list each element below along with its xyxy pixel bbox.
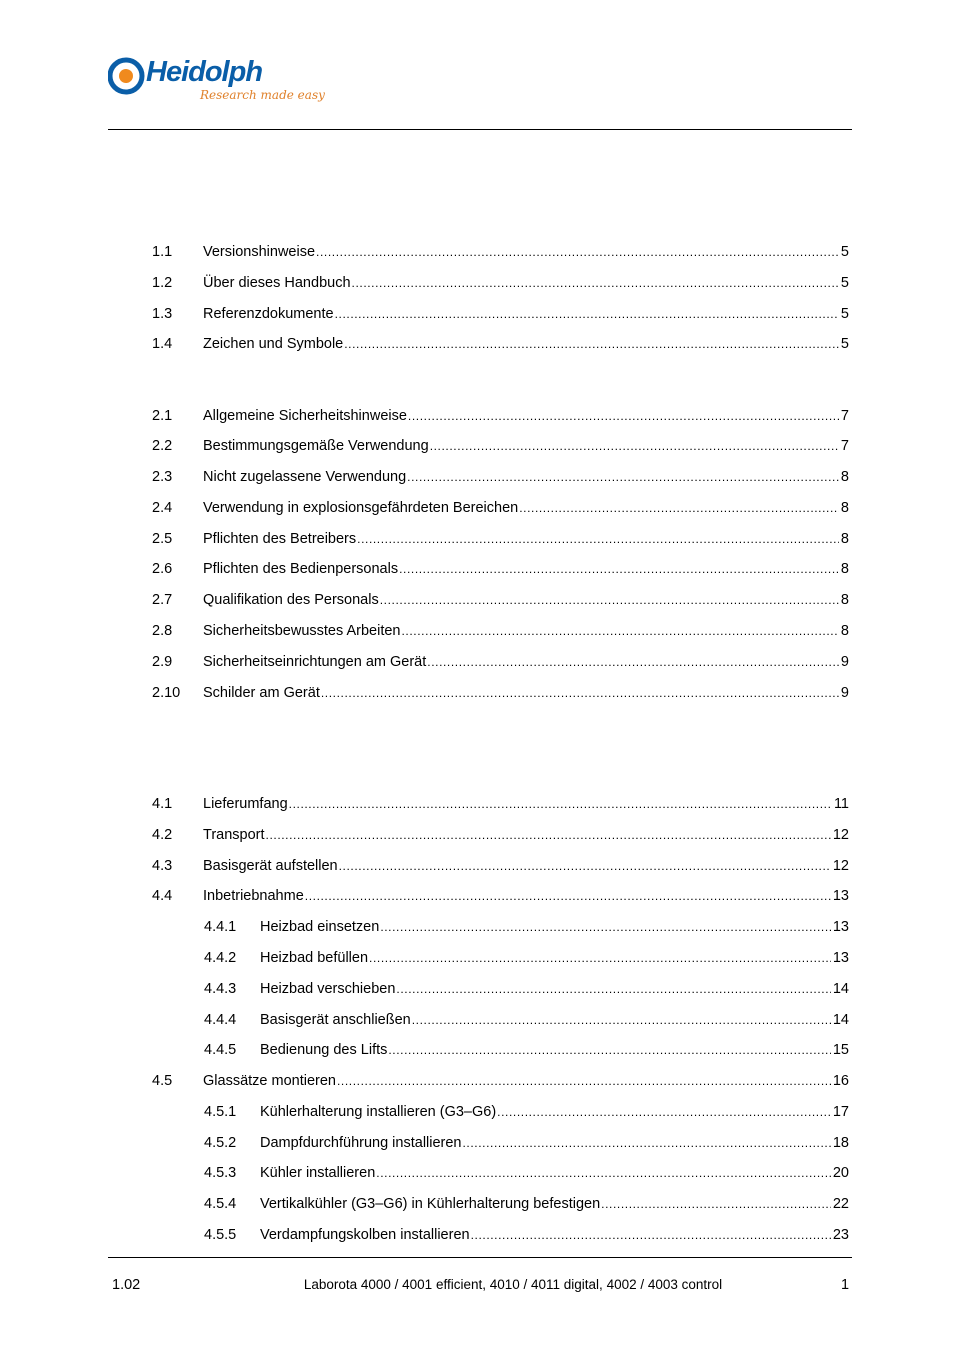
toc-dot-leader (339, 856, 831, 876)
toc-entry-page: 9 (840, 685, 849, 701)
footer-version: 1.02 (112, 1277, 141, 1293)
toc-dot-leader (408, 406, 839, 426)
logo-tagline: Research made easy (200, 88, 325, 102)
toc-entry-title: Basisgerät aufstellen (203, 858, 338, 874)
toc-entry-number: 2.10 (152, 685, 181, 701)
toc-entry[interactable] (0, 334, 954, 354)
toc-entry-title: Nicht zugelassene Verwendung (203, 469, 407, 485)
toc-entry-number: 2.7 (152, 592, 173, 608)
toc-entry-number: 2.2 (152, 438, 173, 454)
toc-entry[interactable] (0, 1133, 954, 1153)
toc-entry-number: 4.5.5 (204, 1227, 237, 1243)
toc-entry-number: 4.4.3 (204, 981, 237, 997)
toc-entry-number: 1.2 (152, 275, 173, 291)
toc-entry-number: 4.5.1 (204, 1104, 237, 1120)
toc-dot-leader (412, 1010, 831, 1030)
toc-entry-number: 2.5 (152, 531, 173, 547)
toc-entry-title: Versionshinweise (203, 244, 316, 260)
toc-entry-page: 20 (832, 1165, 849, 1181)
toc-entry-title: Referenzdokumente (203, 306, 334, 322)
toc-dot-leader (601, 1194, 831, 1214)
toc-entry-number: 2.8 (152, 623, 173, 639)
toc-entry-page: 22 (832, 1196, 849, 1212)
toc-entry-title: Kühler installieren (260, 1165, 376, 1181)
toc-entry-title: Zeichen und Symbole (203, 336, 344, 352)
toc-dot-leader (396, 979, 830, 999)
toc-entry-title: Pflichten des Betreibers (203, 531, 357, 547)
toc-entry-page: 23 (832, 1227, 849, 1243)
toc-entry-number: 2.9 (152, 654, 173, 670)
toc-dot-leader (380, 917, 831, 937)
toc-entry[interactable] (0, 498, 954, 518)
toc-entry[interactable] (0, 1040, 954, 1060)
toc-entry[interactable] (0, 856, 954, 876)
toc-entry-title: Bestimmungsgemäße Verwendung (203, 438, 429, 454)
toc-entry-number: 2.6 (152, 561, 173, 577)
toc-dot-leader (497, 1102, 831, 1122)
footer-document-title: Laborota 4000 / 4001 efficient, 4010 / 4011 digital, 4002 / 4003 control (303, 1277, 723, 1292)
toc-entry-number: 4.4.2 (204, 950, 237, 966)
toc-entry[interactable] (0, 652, 954, 672)
toc-entry-number: 1.3 (152, 306, 173, 322)
toc-entry-title: Heizbad befüllen (260, 950, 369, 966)
toc-entry[interactable] (0, 242, 954, 262)
toc-dot-leader (335, 304, 839, 324)
toc-dot-leader (401, 621, 838, 641)
toc-entry[interactable] (0, 304, 954, 324)
toc-entry-page: 9 (840, 654, 849, 670)
toc-entry-number: 4.1 (152, 796, 173, 812)
toc-entry-page: 5 (840, 336, 849, 352)
toc-entry[interactable] (0, 467, 954, 487)
toc-dot-leader (430, 436, 839, 456)
toc-entry-page: 16 (832, 1073, 849, 1089)
toc-entry-page: 13 (832, 888, 849, 904)
toc-entry-number: 4.5 (152, 1073, 173, 1089)
toc-entry-number: 2.1 (152, 408, 173, 424)
toc-dot-leader (266, 825, 831, 845)
toc-entry-page: 8 (840, 623, 849, 639)
footer-page-number: 1 (841, 1277, 850, 1293)
toc-entry-page: 7 (840, 408, 849, 424)
toc-entry[interactable] (0, 1225, 954, 1245)
toc-entry-page: 8 (840, 500, 849, 516)
toc-entry-title: Kühlerhalterung installieren (G3–G6) (260, 1104, 497, 1120)
toc-dot-leader (407, 467, 839, 487)
toc-entry-title: Über dieses Handbuch (203, 275, 351, 291)
toc-entry-number: 4.4.4 (204, 1012, 237, 1028)
toc-entry-title: Heizbad verschieben (260, 981, 396, 997)
toc-entry-title: Transport (203, 827, 265, 843)
toc-entry-number: 2.3 (152, 469, 173, 485)
toc-entry-number: 1.1 (152, 244, 173, 260)
toc-dot-leader (399, 559, 839, 579)
toc-entry-title: Basisgerät anschließen (260, 1012, 411, 1028)
toc-dot-leader (344, 334, 839, 354)
toc-dot-leader (337, 1071, 831, 1091)
toc-entry[interactable] (0, 273, 954, 293)
toc-entry-number: 4.2 (152, 827, 173, 843)
toc-entry-number: 4.5.4 (204, 1196, 237, 1212)
toc-dot-leader (289, 794, 832, 814)
header-divider (108, 129, 852, 130)
toc-dot-leader (316, 242, 839, 262)
toc-entry-page: 14 (832, 981, 849, 997)
toc-entry-page: 5 (840, 244, 849, 260)
toc-dot-leader (519, 498, 839, 518)
toc-entry-number: 1.4 (152, 336, 173, 352)
toc-entry[interactable] (0, 436, 954, 456)
toc-entry-title: Verwendung in explosionsgefährdeten Bereichen (203, 500, 519, 516)
toc-entry[interactable] (0, 1071, 954, 1091)
toc-entry-number: 4.5.3 (204, 1165, 237, 1181)
toc-entry-title: Glassätze montieren (203, 1073, 336, 1089)
toc-entry-title: Bedienung des Lifts (260, 1042, 388, 1058)
toc-entry-title: Dampfdurchführung installieren (260, 1135, 462, 1151)
heidolph-logo (108, 50, 323, 114)
toc-dot-leader (369, 948, 831, 968)
toc-entry[interactable] (0, 590, 954, 610)
toc-entry[interactable] (0, 1163, 954, 1183)
toc-entry[interactable] (0, 559, 954, 579)
toc-entry-number: 4.4.1 (204, 919, 237, 935)
toc-entry-title: Sicherheitsbewusstes Arbeiten (203, 623, 401, 639)
toc-entry-page: 15 (832, 1042, 849, 1058)
toc-dot-leader (305, 886, 831, 906)
toc-entry-page: 13 (832, 919, 849, 935)
toc-dot-leader (376, 1163, 831, 1183)
toc-entry[interactable] (0, 1102, 954, 1122)
toc-entry-page: 8 (840, 469, 849, 485)
toc-entry-page: 8 (840, 561, 849, 577)
toc-entry-number: 2.4 (152, 500, 173, 516)
toc-dot-leader (463, 1133, 831, 1153)
toc-entry-page: 8 (840, 531, 849, 547)
toc-entry[interactable] (0, 825, 954, 845)
toc-entry[interactable] (0, 621, 954, 641)
toc-entry-title: Qualifikation des Personals (203, 592, 379, 608)
toc-dot-leader (357, 529, 839, 549)
toc-entry[interactable] (0, 683, 954, 703)
toc-entry-page: 13 (832, 950, 849, 966)
toc-entry-page: 17 (832, 1104, 849, 1120)
toc-entry-title: Vertikalkühler (G3–G6) in Kühlerhalterung befestigen (260, 1196, 601, 1212)
toc-dot-leader (427, 652, 839, 672)
toc-dot-leader (321, 683, 839, 703)
toc-entry-title: Heizbad einsetzen (260, 919, 380, 935)
toc-entry-number: 4.4.5 (204, 1042, 237, 1058)
toc-entry-page: 12 (832, 858, 849, 874)
toc-dot-leader (380, 590, 839, 610)
toc-dot-leader (471, 1225, 831, 1245)
toc-entry[interactable] (0, 979, 954, 999)
toc-dot-leader (352, 273, 839, 293)
toc-entry[interactable] (0, 529, 954, 549)
heidolph-logo-mark-icon (108, 54, 148, 98)
toc-entry[interactable] (0, 794, 954, 814)
toc-entry[interactable] (0, 1194, 954, 1214)
toc-entry-page: 7 (840, 438, 849, 454)
toc-entry-page: 14 (832, 1012, 849, 1028)
toc-entry-title: Schilder am Gerät (203, 685, 320, 701)
toc-entry-number: 4.4 (152, 888, 173, 904)
toc-entry-title: Sicherheitseinrichtungen am Gerät (203, 654, 427, 670)
toc-dot-leader (388, 1040, 830, 1060)
footer-divider (108, 1257, 852, 1258)
toc-entry[interactable] (0, 948, 954, 968)
toc-entry[interactable] (0, 1010, 954, 1030)
logo-wordmark: Heidolph (146, 56, 263, 88)
toc-entry-number: 4.5.2 (204, 1135, 237, 1151)
toc-entry[interactable] (0, 886, 954, 906)
toc-entry-title: Pflichten des Bedienpersonals (203, 561, 399, 577)
toc-entry[interactable] (0, 406, 954, 426)
toc-entry-page: 5 (840, 275, 849, 291)
toc-entry-page: 8 (840, 592, 849, 608)
toc-entry-title: Allgemeine Sicherheitshinweise (203, 408, 407, 424)
toc-entry-page: 11 (833, 796, 849, 812)
toc-entry-page: 18 (832, 1135, 849, 1151)
toc-entry-title: Lieferumfang (203, 796, 288, 812)
toc-entry-title: Inbetriebnahme (203, 888, 304, 904)
toc-entry[interactable] (0, 917, 954, 937)
toc-entry-page: 12 (832, 827, 849, 843)
toc-entry-page: 5 (840, 306, 849, 322)
toc-entry-number: 4.3 (152, 858, 173, 874)
toc-entry-title: Verdampfungskolben installieren (260, 1227, 470, 1243)
